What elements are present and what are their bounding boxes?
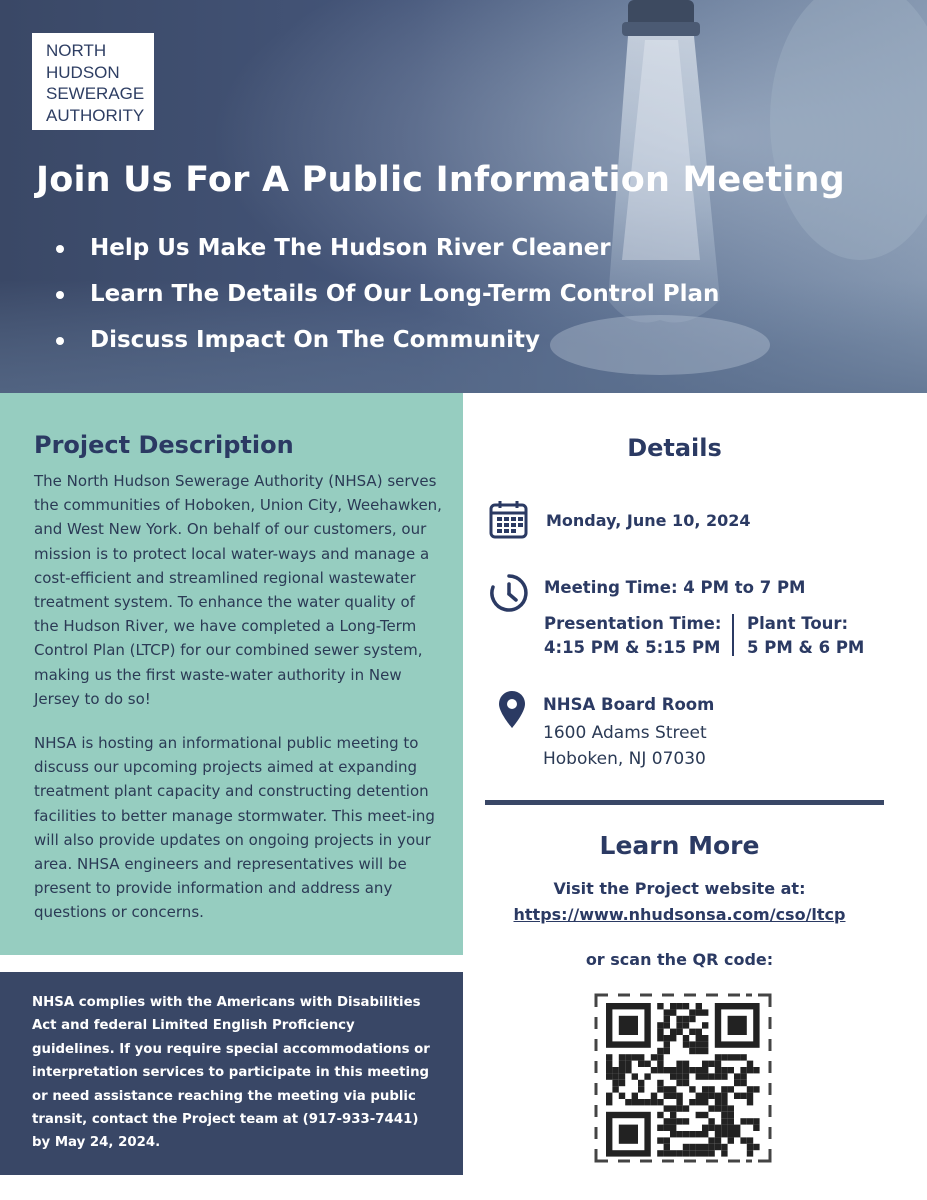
qr-module: [747, 1137, 753, 1143]
qr-module: [747, 1150, 753, 1156]
qr-module: [702, 1041, 708, 1047]
qr-module: [715, 1137, 721, 1143]
qr-module: [657, 1061, 663, 1067]
qr-module: [676, 1093, 682, 1099]
meeting-date: Monday, June 10, 2024: [546, 511, 751, 530]
qr-module: [664, 1035, 670, 1041]
qr-module: [721, 1054, 727, 1060]
accessibility-notice-panel: [0, 972, 463, 1175]
qr-module: [702, 1099, 708, 1105]
qr-module: [619, 1080, 625, 1086]
qr-module: [657, 1086, 663, 1092]
qr-module: [657, 1048, 663, 1054]
qr-module: [702, 1093, 708, 1099]
qr-module: [676, 1067, 682, 1073]
time-divider: [732, 614, 734, 656]
qr-module: [657, 1067, 663, 1073]
qr-module: [715, 1144, 721, 1150]
qr-module: [702, 1073, 708, 1079]
address-line: Hoboken, NJ 07030: [543, 749, 706, 769]
qr-module: [683, 1067, 689, 1073]
qr-module: [676, 1105, 682, 1111]
qr-module: [708, 1137, 714, 1143]
qr-module: [606, 1067, 612, 1073]
qr-module: [651, 1099, 657, 1105]
qr-module: [638, 1061, 644, 1067]
plant-tour-values: 5 PM & 6 PM: [747, 638, 865, 657]
qr-module: [664, 1009, 670, 1015]
qr-module: [670, 1035, 676, 1041]
qr-module: [689, 1041, 695, 1047]
qr-module: [664, 1125, 670, 1131]
qr-module: [644, 1099, 650, 1105]
qr-module: [638, 1080, 644, 1086]
hero-bullet: [56, 276, 719, 322]
qr-module: [606, 1061, 612, 1067]
qr-module: [657, 1137, 663, 1143]
qr-module: [664, 1022, 670, 1028]
qr-module: [728, 1016, 747, 1035]
qr-module: [734, 1093, 740, 1099]
qr-module: [651, 1067, 657, 1073]
qr-module: [689, 1029, 695, 1035]
qr-module: [696, 1035, 702, 1041]
qr-module: [740, 1093, 746, 1099]
qr-module: [619, 1093, 625, 1099]
qr-module: [689, 1048, 695, 1054]
qr-module: [753, 1144, 759, 1150]
project-description-panel: [0, 393, 463, 955]
qr-module: [606, 1054, 612, 1060]
nhsa-logo: [32, 33, 154, 130]
address-line: 1600 Adams Street: [543, 723, 707, 743]
qr-module: [708, 1086, 714, 1092]
qr-module: [696, 1067, 702, 1073]
qr-module: [657, 1099, 663, 1105]
presentation-time-label: Presentation Time:: [544, 614, 722, 633]
qr-code-graphic: [594, 993, 772, 1163]
qr-module: [715, 1125, 721, 1131]
qr-module: [664, 1067, 670, 1073]
qr-module: [708, 1150, 714, 1156]
qr-module: [683, 1144, 689, 1150]
qr-module: [619, 1054, 625, 1060]
qr-module: [670, 1073, 676, 1079]
qr-module: [670, 1029, 676, 1035]
qr-module: [657, 1003, 663, 1009]
qr-module: [670, 1118, 676, 1124]
qr-module: [702, 1022, 708, 1028]
qr-module: [670, 1009, 676, 1015]
qr-module: [740, 1137, 746, 1143]
qr-module: [664, 1144, 670, 1150]
qr-module: [670, 1131, 676, 1137]
plant-tour-label: Plant Tour:: [747, 614, 849, 633]
qr-module: [708, 1144, 714, 1150]
qr-module: [683, 1080, 689, 1086]
qr-module: [664, 1137, 670, 1143]
qr-module: [696, 1144, 702, 1150]
qr-module: [676, 1073, 682, 1079]
hero-banner: [0, 0, 927, 393]
qr-module: [696, 1150, 702, 1156]
qr-module: [708, 1118, 714, 1124]
qr-module: [676, 1016, 682, 1022]
qr-module: [702, 1131, 708, 1137]
qr-module: [734, 1080, 740, 1086]
qr-module: [638, 1054, 644, 1060]
plant-tour-block: [747, 612, 864, 660]
qr-module: [734, 1073, 740, 1079]
qr-module: [753, 1125, 759, 1131]
qr-module: [683, 1150, 689, 1156]
qr-module: [728, 1067, 734, 1073]
meeting-time: Meeting Time: 4 PM to 7 PM: [544, 578, 806, 597]
qr-module: [728, 1118, 734, 1124]
qr-module: [664, 1048, 670, 1054]
page-title: Join Us For A Public Information Meeting: [36, 160, 845, 200]
qr-module: [721, 1099, 727, 1105]
qr-module: [721, 1067, 727, 1073]
qr-module: [676, 1099, 682, 1105]
qr-module: [683, 1041, 689, 1047]
qr-module: [696, 1029, 702, 1035]
qr-module: [670, 1086, 676, 1092]
qr-module: [702, 1048, 708, 1054]
project-paragraph: The North Hudson Sewerage Authority (NHSA) serves the communities of Hoboken, Union City, Weehawken, and West New York. On behalf of our customers, our mission is to protect local water-ways and manage a cost-efficient and streamlined regional wastewater treatment system. To enhance the water quality of the Hudson River, we have completed a Long-Term Control Plan (LTCP) for our combined sewer system, making us the first waste-water authority in New Jersey to do so!: [34, 472, 442, 708]
location-name: NHSA Board Room: [543, 695, 715, 714]
qr-module: [715, 1067, 721, 1073]
qr-module: [753, 1118, 759, 1124]
qr-module: [740, 1054, 746, 1060]
bullet-icon: [56, 291, 64, 299]
qr-module: [676, 1022, 682, 1028]
qr-module: [696, 1048, 702, 1054]
qr-module: [689, 1150, 695, 1156]
project-paragraph: NHSA is hosting an informational public meeting to discuss our upcoming projects aimed at expanding treatment plant capacity and constructing detention facilities to better manage stormwater. This meet-ing will also provide updates on ongoing projects in your area. NHSA engineers and representatives will be present to provide information and address any questions or concerns.: [34, 734, 435, 922]
accessibility-notice-text: NHSA complies with the Americans with Disabilities Act and federal Limited English Proficiency guidelines. If you require special accommodations or interpretation services to participate in this meeting or need assistance reaching the meeting via public transit, contact the Project team at (917-933-7441) by May 24, 2024.: [32, 995, 430, 1151]
qr-module: [651, 1054, 657, 1060]
logo-line: HUDSON: [46, 62, 120, 82]
qr-module: [740, 1080, 746, 1086]
qr-module: [747, 1118, 753, 1124]
qr-module: [721, 1131, 727, 1137]
qr-module: [606, 1073, 612, 1079]
bullet-icon: [56, 337, 64, 345]
qr-module: [702, 1086, 708, 1092]
qr-module: [715, 1105, 721, 1111]
qr-module: [619, 1016, 638, 1035]
hero-bullet-list: [56, 230, 719, 368]
qr-module: [683, 1073, 689, 1079]
qr-module: [657, 1112, 663, 1118]
qr-module: [689, 1144, 695, 1150]
qr-module: [715, 1073, 721, 1079]
qr-module: [619, 1067, 625, 1073]
qr-module: [696, 1009, 702, 1015]
qr-module: [721, 1118, 727, 1124]
qr-module: [638, 1099, 644, 1105]
qr-module: [747, 1093, 753, 1099]
qr-module: [657, 1080, 663, 1086]
qr-module: [702, 1061, 708, 1067]
learn-more-heading: Learn More: [599, 831, 760, 860]
qr-module: [689, 1099, 695, 1105]
qr-module: [619, 1073, 625, 1079]
qr-module: [670, 1112, 676, 1118]
qr-module: [651, 1093, 657, 1099]
qr-module: [702, 1035, 708, 1041]
qr-module: [747, 1067, 753, 1073]
details-heading: Details: [627, 434, 722, 462]
qr-module: [734, 1131, 740, 1137]
qr-module: [619, 1125, 638, 1144]
qr-module: [657, 1029, 663, 1035]
qr-code[interactable]: [594, 993, 772, 1163]
logo-line: NORTH: [46, 41, 107, 60]
qr-module: [676, 1150, 682, 1156]
qr-module: [702, 1144, 708, 1150]
qr-module: [657, 1054, 663, 1060]
qr-module: [721, 1144, 727, 1150]
hero-bullet: [56, 230, 719, 276]
qr-module: [721, 1150, 727, 1156]
logo-line: AUTHORITY: [46, 105, 145, 125]
qr-module: [721, 1086, 727, 1092]
qr-module: [721, 1105, 727, 1111]
qr-module: [715, 1054, 721, 1060]
qr-module: [625, 1061, 631, 1067]
qr-module: [696, 1041, 702, 1047]
qr-module: [689, 1131, 695, 1137]
qr-module: [715, 1099, 721, 1105]
qr-module: [664, 1041, 670, 1047]
qr-module: [728, 1054, 734, 1060]
qr-module: [625, 1099, 631, 1105]
qr-module: [632, 1093, 638, 1099]
qr-module: [728, 1131, 734, 1137]
qr-module: [657, 1125, 663, 1131]
location-pin-icon: [498, 690, 526, 730]
qr-module: [715, 1093, 721, 1099]
qr-module: [708, 1061, 714, 1067]
qr-module: [753, 1067, 759, 1073]
qr-module: [612, 1080, 618, 1086]
qr-module: [708, 1125, 714, 1131]
qr-module: [696, 1131, 702, 1137]
qr-module: [619, 1061, 625, 1067]
qr-module: [664, 1016, 670, 1022]
qr-module: [676, 1061, 682, 1067]
qr-module: [683, 1022, 689, 1028]
qr-module: [670, 1125, 676, 1131]
qr-module: [689, 1067, 695, 1073]
qr-module: [657, 1022, 663, 1028]
qr-module: [702, 1125, 708, 1131]
presentation-time-values: 4:15 PM & 5:15 PM: [544, 638, 721, 657]
clock-icon: [489, 573, 529, 613]
qr-module: [670, 1105, 676, 1111]
qr-module: [728, 1112, 734, 1118]
hero-bullet-text: Learn The Details Of Our Long-Term Control Plan: [90, 281, 720, 307]
visit-website-text: Visit the Project website at:: [553, 879, 806, 898]
qr-module: [664, 1150, 670, 1156]
qr-module: [721, 1093, 727, 1099]
qr-module: [702, 1067, 708, 1073]
qr-module: [612, 1073, 618, 1079]
hero-bullet: [56, 322, 719, 368]
qr-module: [708, 1105, 714, 1111]
qr-module: [747, 1061, 753, 1067]
qr-module: [734, 1054, 740, 1060]
qr-module: [721, 1073, 727, 1079]
qr-module: [708, 1073, 714, 1079]
qr-module: [702, 1009, 708, 1015]
qr-module: [715, 1061, 721, 1067]
qr-module: [676, 1118, 682, 1124]
qr-module: [625, 1067, 631, 1073]
qr-module: [728, 1137, 734, 1143]
section-divider: [485, 800, 884, 805]
qr-module: [612, 1067, 618, 1073]
qr-module: [696, 1112, 702, 1118]
qr-module: [728, 1125, 734, 1131]
qr-module: [657, 1035, 663, 1041]
hero-bullet-text: Discuss Impact On The Community: [90, 327, 541, 353]
qr-module: [696, 1093, 702, 1099]
qr-module: [676, 1003, 682, 1009]
qr-module: [606, 1099, 612, 1105]
qr-module: [632, 1054, 638, 1060]
qr-module: [740, 1118, 746, 1124]
qr-module: [612, 1086, 618, 1092]
qr-module: [715, 1131, 721, 1137]
calendar-icon: [489, 500, 529, 540]
qr-module: [644, 1073, 650, 1079]
qr-module: [708, 1093, 714, 1099]
qr-module: [670, 1067, 676, 1073]
qr-module: [702, 1112, 708, 1118]
qr-module: [683, 1016, 689, 1022]
project-website-link[interactable]: https://www.nhudsonsa.com/cso/ltcp: [513, 905, 846, 924]
qr-module: [696, 1003, 702, 1009]
qr-module: [747, 1144, 753, 1150]
qr-module: [683, 1105, 689, 1111]
qr-module: [747, 1086, 753, 1092]
qr-module: [689, 1009, 695, 1015]
qr-module: [664, 1086, 670, 1092]
qr-module: [753, 1086, 759, 1092]
qr-module: [657, 1150, 663, 1156]
qr-module: [689, 1086, 695, 1092]
bullet-icon: [56, 245, 64, 253]
qr-module: [664, 1105, 670, 1111]
qr-module: [683, 1061, 689, 1067]
qr-module: [747, 1099, 753, 1105]
qr-module: [734, 1125, 740, 1131]
presentation-time-block: [544, 612, 721, 660]
qr-module: [664, 1118, 670, 1124]
qr-module: [632, 1099, 638, 1105]
qr-module: [696, 1099, 702, 1105]
qr-module: [670, 1150, 676, 1156]
scan-qr-text: or scan the QR code:: [585, 950, 774, 969]
qr-module: [728, 1105, 734, 1111]
qr-module: [676, 1029, 682, 1035]
hero-bullet-text: Help Us Make The Hudson River Cleaner: [90, 235, 611, 261]
qr-module: [638, 1086, 644, 1092]
qr-module: [676, 1080, 682, 1086]
qr-module: [644, 1061, 650, 1067]
qr-module: [740, 1067, 746, 1073]
qr-module: [728, 1086, 734, 1092]
qr-module: [721, 1125, 727, 1131]
qr-module: [721, 1112, 727, 1118]
qr-module: [683, 1118, 689, 1124]
qr-module: [683, 1131, 689, 1137]
qr-module: [606, 1093, 612, 1099]
qr-module: [676, 1131, 682, 1137]
qr-module: [689, 1016, 695, 1022]
qr-module: [702, 1150, 708, 1156]
qr-module: [683, 1003, 689, 1009]
project-description-heading: Project Description: [34, 431, 294, 459]
qr-module: [670, 1093, 676, 1099]
qr-module: [670, 1003, 676, 1009]
logo-line: SEWERAGE: [46, 84, 145, 103]
qr-module: [664, 1093, 670, 1099]
qr-module: [696, 1073, 702, 1079]
qr-module: [683, 1035, 689, 1041]
qr-module: [632, 1073, 638, 1079]
qr-module: [625, 1054, 631, 1060]
qr-module: [740, 1073, 746, 1079]
